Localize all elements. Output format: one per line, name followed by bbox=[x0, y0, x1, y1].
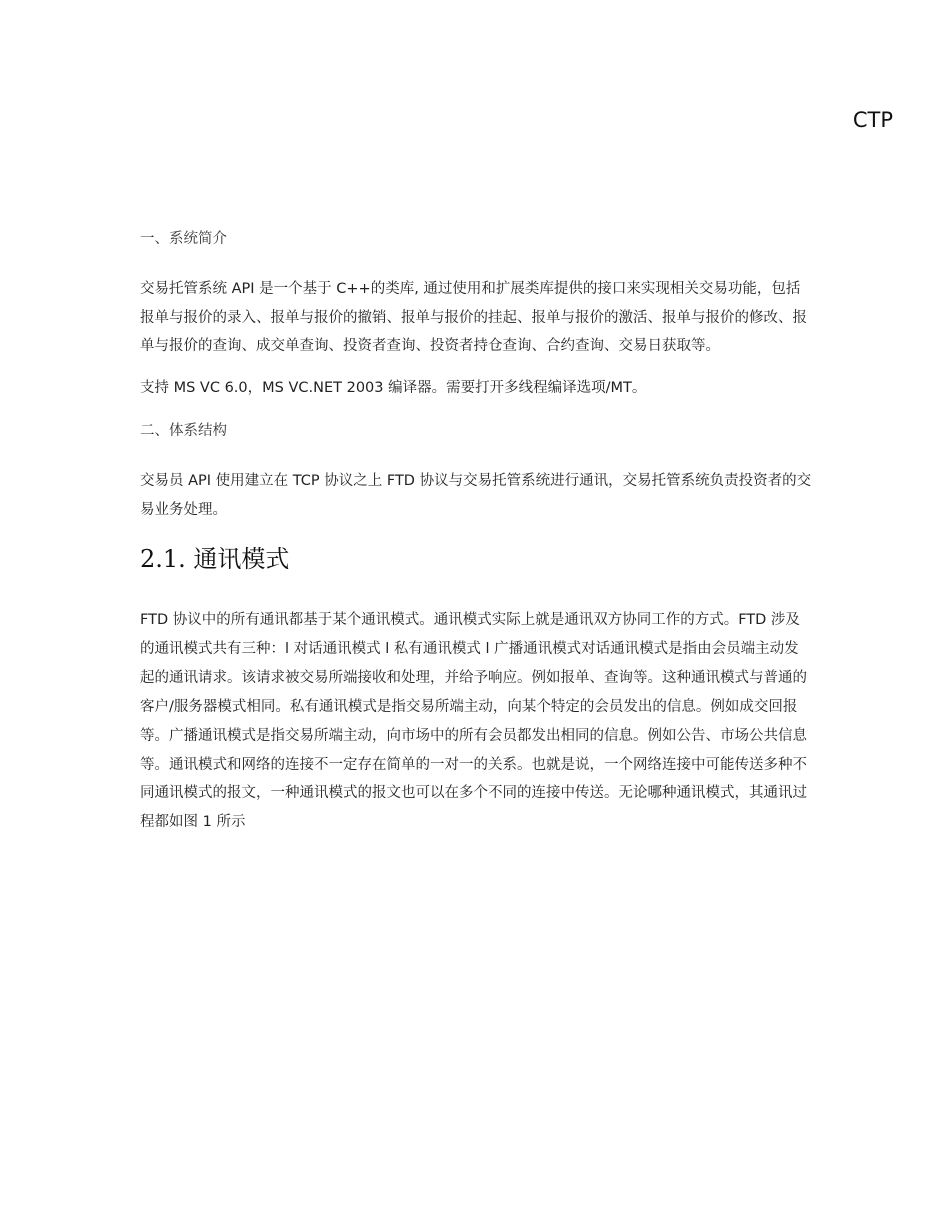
paragraph-intro: 交易托管系统 API 是一个基于 C++的类库, 通过使用和扩展类库提供的接口来实现相关交易功能，包括报单与报价的录入、报单与报价的撤销、报单与报价的挂起、报单与报价的激活、报单与报价的修改、报单与报价的查询、成交单查询、投资者查询、投资者持仓查询、合约查询、交易日获取等。 bbox=[140, 281, 807, 354]
section-heading-intro: 一、系统简介 bbox=[140, 231, 227, 247]
document-body bbox=[140, 228, 812, 855]
paragraph-compiler-support: 支持 MS VC 6.0，MS VC.NET 2003 编译器。需要打开多线程编译选项/MT。 bbox=[140, 379, 647, 396]
subsection-heading-communication-mode: 2.1. 通讯模式 bbox=[140, 545, 290, 573]
paragraph-architecture: 交易员 API 使用建立在 TCP 协议之上 FTD 协议与交易托管系统进行通讯，交易托管系统负责投资者的交易业务处理。 bbox=[140, 473, 812, 518]
paragraph-communication-mode: FTD 协议中的所有通讯都基于某个通讯模式。通讯模式实际上就是通讯双方协同工作的方式。FTD 涉及的通讯模式共有三种：l 对话通讯模式 l 私有通讯模式 l 广播通讯模式对话通讯模式是指由会员端主动发起的通讯请求。该请求被交易所端接收和处理，并给予响应。例如报单、查询等。这种通讯模式与普通的客户/服务器模式相同。私有通讯模式是指交易所端主动，向某个特定的会员发出的信息。例如成交回报等。广播通讯模式是指交易所端主动，向市场中的所有会员都发出相同的信息。例如公告、市场公共信息等。通讯模式和网络的连接不一定存在简单的一对一的关系。也就是说，一个网络连接中可能传送多种不同通讯模式的报文，一种通讯模式的报文也可以在多个不同的连接中传送。无论哪种通讯模式，其通讯过程都如图 1 所示 bbox=[140, 612, 807, 831]
header-title: CTP bbox=[852, 108, 893, 132]
section-heading-architecture: 二、体系结构 bbox=[140, 423, 227, 439]
